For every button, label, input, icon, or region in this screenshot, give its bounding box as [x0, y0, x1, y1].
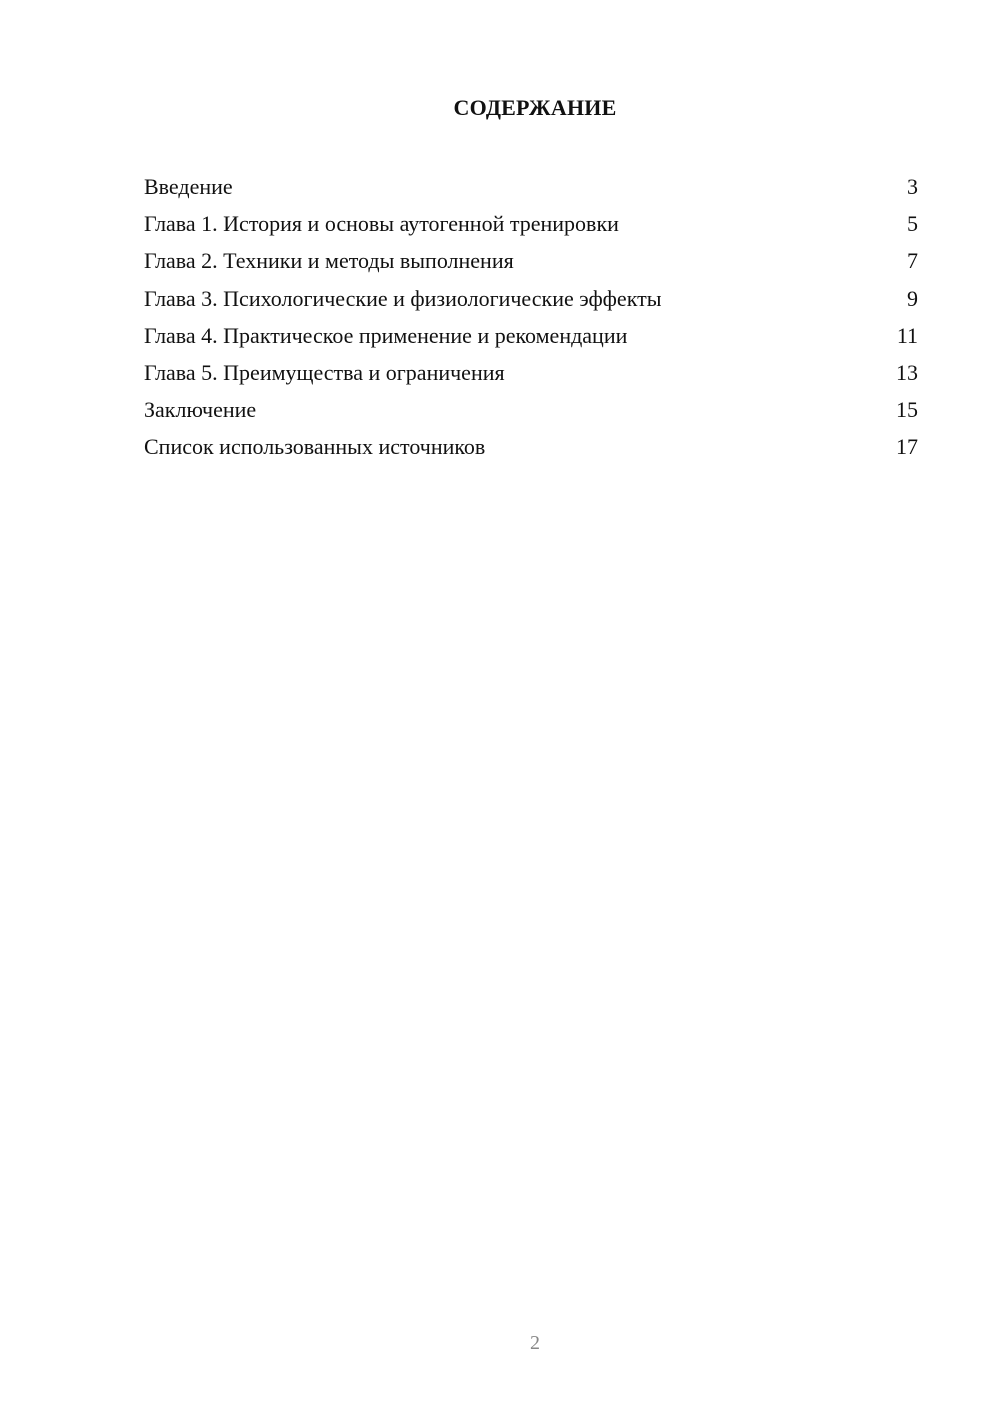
toc-item-page: 7	[907, 248, 918, 274]
page-number: 2	[530, 1332, 540, 1354]
toc-item-chapter-4	[144, 317, 918, 354]
toc-item-page: 3	[907, 174, 918, 199]
toc-item-page: 9	[907, 285, 918, 311]
toc-item-label: Список использованных источников	[144, 434, 486, 460]
toc-item-page: 5	[907, 211, 918, 237]
page-title: СОДЕРЖАНИЕ	[453, 95, 617, 120]
toc-item-introduction	[144, 168, 918, 205]
toc-item-page: 11	[896, 322, 918, 348]
toc-item-chapter-3	[144, 280, 918, 317]
toc-item-conclusion	[144, 391, 918, 428]
toc-item-references	[144, 428, 918, 465]
toc-item-page: 13	[896, 359, 918, 385]
toc-item-label: Введение	[144, 174, 233, 199]
toc-item-label: Глава 3. Психологические и физиологические эффекты	[144, 285, 662, 311]
toc-item-page: 15	[896, 397, 918, 423]
toc-item-label: Заключение	[144, 397, 257, 423]
toc-item-label: Глава 1. История и основы аутогенной тренировки	[144, 211, 619, 237]
toc-item-chapter-1	[144, 205, 918, 242]
toc-item-label: Глава 4. Практическое применение и рекомендации	[144, 322, 628, 348]
toc-item-page: 17	[896, 434, 918, 460]
toc-item-chapter-2	[144, 242, 918, 279]
toc-item-label: Глава 2. Техники и методы выполнения	[144, 248, 514, 274]
table-of-contents	[144, 168, 918, 466]
toc-item-chapter-5	[144, 354, 918, 391]
toc-item-label: Глава 5. Преимущества и ограничения	[144, 359, 505, 385]
